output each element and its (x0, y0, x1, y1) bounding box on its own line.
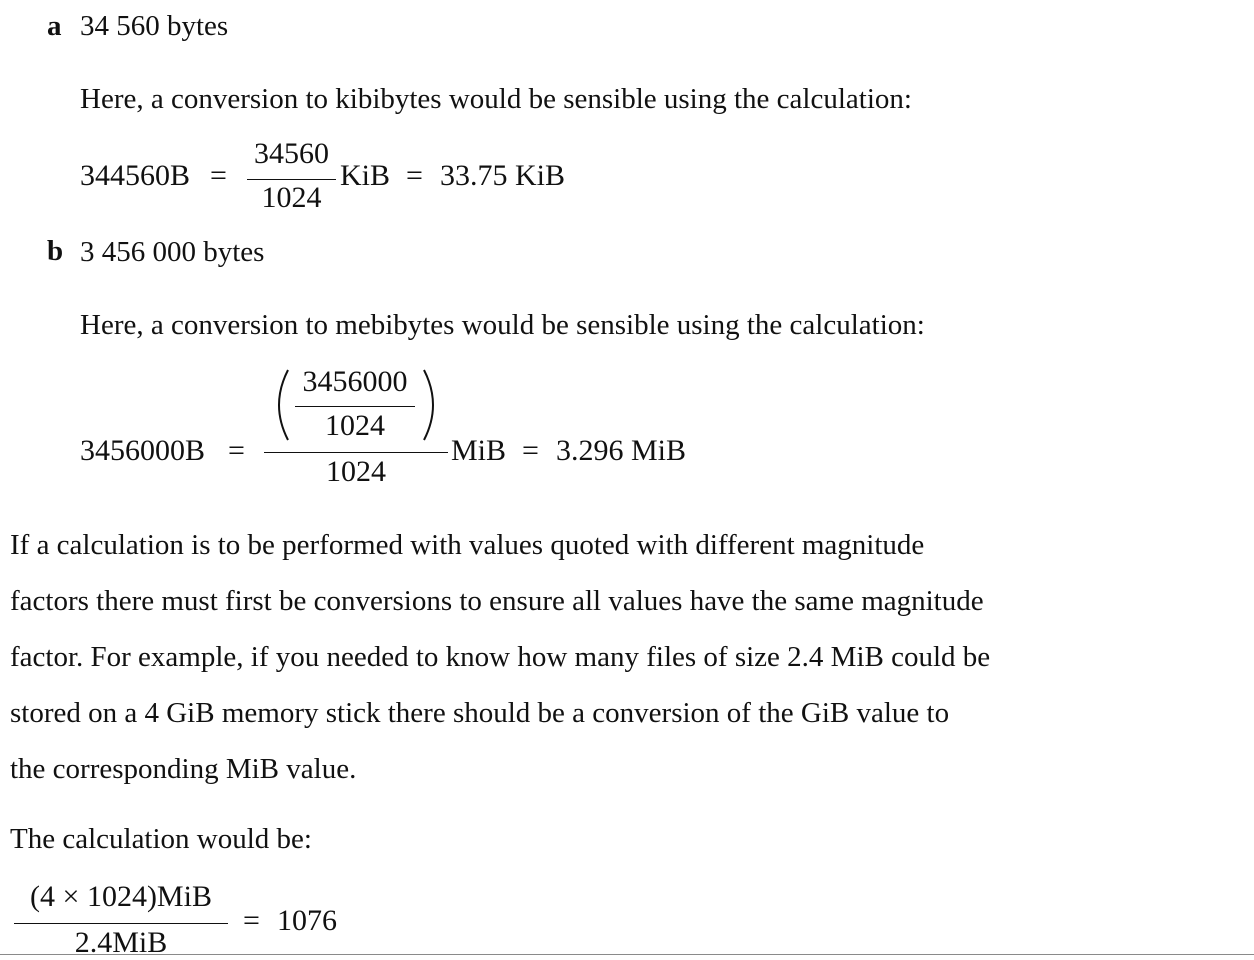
part-a-denominator: 1024 (261, 181, 322, 214)
calculation-numerator: (4 × 1024)MiB (30, 880, 212, 913)
part-b-outer-denominator: 1024 (326, 455, 386, 488)
part-a-fraction-bar (247, 179, 336, 180)
part-b-result: 3.296 MiB (556, 434, 687, 467)
part-b-inner-fraction (295, 365, 415, 445)
part-a-fraction (247, 137, 336, 217)
part-b-unit: MiB (451, 434, 507, 467)
part-b-inner-fraction-bar (295, 406, 415, 407)
part-b-lhs: 3456000B (80, 434, 206, 467)
part-a-lhs: 344560B (80, 159, 191, 192)
part-a-intro: Here, a conversion to kibibytes would be sensible using the calculation: (80, 83, 912, 115)
part-b-outer-fraction-bar (264, 452, 448, 453)
calculation-intro: The calculation would be: (10, 823, 312, 855)
part-a-equals: = (210, 159, 227, 192)
part-a-numerator: 34560 (254, 137, 329, 170)
left-paren (268, 367, 294, 443)
part-b-heading: 3 456 000 bytes (80, 236, 265, 268)
paragraph-line: If a calculation is to be performed with values quoted with different magnitude (10, 529, 925, 561)
paragraph-line: factor. For example, if you needed to know how many files of size 2.4 MiB could be (10, 641, 991, 673)
calculation-equals: = (243, 904, 260, 937)
part-b-inner-numerator: 3456000 (302, 365, 408, 398)
part-b-equals: = (228, 434, 245, 467)
bottom-divider (0, 954, 1254, 955)
calculation-result: 1076 (277, 904, 337, 937)
part-b-label: b (47, 235, 64, 267)
part-a-heading: 34 560 bytes (80, 10, 229, 42)
paragraph-line: the corresponding MiB value. (10, 753, 357, 785)
part-a-unit: KiB (340, 159, 391, 192)
calculation-fraction (14, 880, 228, 960)
right-paren (418, 367, 444, 443)
paragraph-line: factors there must first be conversions to ensure all values have the same magnitude (10, 585, 984, 617)
part-b-intro: Here, a conversion to mebibytes would be sensible using the calculation: (80, 309, 925, 341)
calculation-fraction-bar (14, 923, 228, 924)
part-a-equals-2: = (406, 159, 423, 192)
part-a-label: a (47, 10, 62, 42)
part-b-inner-denominator: 1024 (325, 409, 385, 442)
part-b-equals-2: = (522, 434, 539, 467)
calculation-denominator: 2.4MiB (74, 926, 168, 959)
paragraph-line: stored on a 4 GiB memory stick there should be a conversion of the GiB value to (10, 697, 950, 729)
part-a-result: 33.75 KiB (440, 159, 566, 192)
